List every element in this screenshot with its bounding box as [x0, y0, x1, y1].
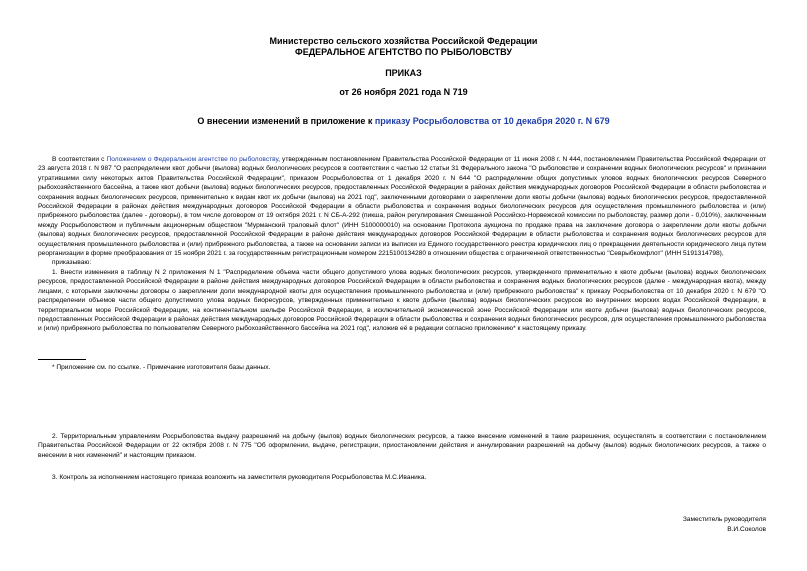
preamble-text: , утвержденным постановлением Правительства Российской Федерации от 11 июня 2008 г. N 444, постановлением Правительства Российской Федерации от 23 августа 2018 г. N 987 "О распределении квот добычи (вылова) водных биологических ресурсов в соответствии с частью 12 статьи 31 Федерального закона "О рыболовстве и сохранении водных биологических ресурсов" и признании утратившими силу некоторых актов Правительства Российской Федерации", приказом Росрыболовства от 1 декабря 2020 г. N 644 "О распределении общих допустимых уловов водных биологических ресурсов Северного рыбохозяйственного бассейна, а также квот добычи (вылова) водных биологических ресурсов, предоставленных Российской Федерации в районах действия международных договоров Российской Федерации в области рыболовства и сохранения водных биологических ресурсов, применительно к видам квот их добычи (вылова) на 2021 год", заключенными договорами о закреплении доли квоты добычи (вылова) водных биологических ресурсов, предоставленной Российской Федерации в районах действия международных договоров Российской Федерации в области рыболовства и сохранения водных биологических ресурсов для осуществления промышленного рыболовства и (или) прибрежного рыболовства (далее - договоры), в том числе договором от 19 октября 2021 г. N СБ-А-292 (пикша, район регулирования Смешанной Российско-Норвежской комиссии по рыболовству, размер доли - 0,010%), заключенным между Росрыболовством и публичным акционерным обществом "Мурманский траловый флот" (ИНН 5100000010) на основании Протокола аукциона по продаже права на заключение договора о закреплении доли квоты добычи (вылова) водных биологических ресурсов, предоставленной Российской Федерации в районе действия международных договоров Российской Федерации в области рыболовства и сохранения водных биологических ресурсов для осуществления промышленного рыболовства и (или) прибрежного рыболовства, а также на основании записи из выписки из Единого государственного реестра юридических лиц о прекращении деятельности юридического лица путем реорганизации в форме преобразования от 15 ноября 2021 г. за государственным регистрационным номером 2215100134280 в отношении общества с ограниченной ответственностью "Севрыбкомфлот" (ИНН 5191314798),	[38, 156, 766, 258]
footnote-divider	[38, 359, 86, 360]
ministry-name: Министерство сельского хозяйства Российской Федерации	[269, 36, 538, 46]
agency-name: ФЕДЕРАЛЬНОЕ АГЕНТСТВО ПО РЫБОЛОВСТВУ	[295, 47, 512, 57]
preamble-start: В соответствии с	[52, 156, 107, 163]
document-date: от 26 ноября 2021 года N 719	[339, 87, 468, 97]
order-word: приказываю:	[52, 259, 92, 266]
signatory-position: Заместитель руководителя	[682, 516, 766, 523]
preamble-paragraph	[38, 155, 766, 258]
order-679-link[interactable]: приказу Росрыболовства от 10 декабря 2020 г. N 679	[374, 116, 610, 126]
regulation-link[interactable]: Положением о Федеральном агентстве по рыболовству	[106, 156, 279, 163]
order-item-1	[38, 268, 766, 334]
document-type: ПРИКАЗ	[385, 68, 422, 78]
order-item-2	[38, 432, 766, 460]
document-title-text: О внесении изменений в приложение к	[197, 116, 375, 126]
order-item-1-text: 1. Внести изменения в таблицу N 2 приложения N 1 "Распределение объема части общего допустимого улова водных биологических ресурсов, утвержденного применительно к квоте добычи (вылова) водных биологических ресурсов, предоставленной Российской Федерации в районе действия международных договоров Российской Федерации в области рыболовства и сохранения водных биологических ресурсов (далее - международная квота), между лицами, с которыми заключены договоры о закреплении доли международной квоты для осуществления промышленного рыболовства и (или) прибрежного рыболовства" к приказу Росрыболовства от 10 декабря 2020 г. N 679 "О распределении объемов части общего допустимого улова водных биоресурсов, утвержденных применительно к квоте добычи (вылова) водных биологических ресурсов во внутренних морских водах Российской Федерации, в территориальном море Российской Федерации, на континентальном шельфе Российской Федерации, в исключительной экономической зоне Российской Федерации или квоте добычи (вылова) водных биологических ресурсов, предоставленных Российской Федерации в районах действия международных договоров Российской Федерации в области рыболовства и сохранения водных биологических ресурсов, для осуществления промышленного рыболовства и (или) прибрежного рыболовства по пользователям Северного рыбохозяйственного бассейна на 2021 год", изложив её в редакции согласно приложению* к настоящему приказу.	[38, 269, 766, 333]
order-item-2-text: 2. Территориальным управлениям Росрыболовства выдачу разрешений на добычу (вылов) водных биологических ресурсов, а также внесение изменений в такие разрешения, осуществлять в соответствии с постановлением Правительства Российской Федерации от 22 октября 2008 г. N 775 "Об оформлении, выдаче, регистрации, приостановлении действия и аннулировании разрешений на добычу (вылов) водных биологических ресурсов, а также о внесении в них изменений" и настоящим приказом.	[38, 433, 766, 459]
signatory-name: В.И.Соколов	[727, 526, 766, 533]
order-item-3-text: 3. Контроль за исполнением настоящего приказа возложить на заместителя руководителя Росрыболовства М.С.Иваника.	[52, 474, 427, 481]
order-item-3	[38, 473, 766, 482]
document-title	[0, 116, 807, 126]
footnote: * Приложение см. по ссылке. - Примечание изготовителя базы данных.	[52, 364, 271, 371]
